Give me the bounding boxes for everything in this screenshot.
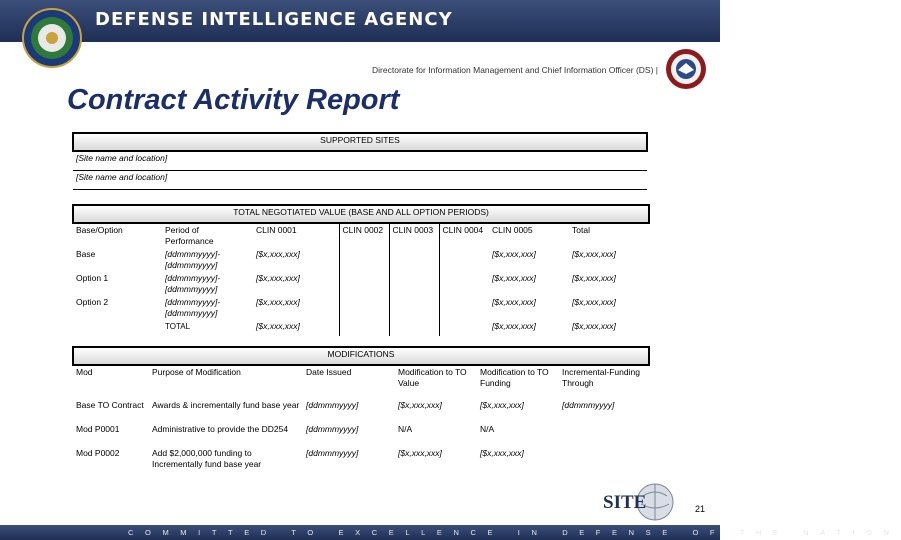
funding-cell: [$x,xxx,xxx] [480,448,524,458]
modifications-header-row [73,365,649,399]
column-header: Base/Option [76,225,123,235]
column-header: Date Issued [306,367,352,377]
period-cell: [ddmmmyyyy]-[ddmmmyyyy] [165,297,221,318]
negotiated-header-row [73,223,649,248]
total-cell: [$x,xxx,xxx] [572,297,616,307]
period-cell: [ddmmmyyyy]-[ddmmmyyyy] [165,273,221,294]
purpose-cell: Awards & incrementally fund base year [152,400,300,410]
supported-sites-table [72,132,648,190]
directorate-label: Directorate for Information Management and Chief Information Officer (DS) | [372,65,658,75]
clin-0001-cell: [$x,xxx,xxx] [256,297,300,307]
table-row [73,248,649,272]
column-header: CLIN 0002 [339,223,389,248]
column-header: Incremental-Funding Through [562,367,640,388]
site-row: [Site name and location] [73,151,647,171]
supported-sites-title: SUPPORTED SITES [73,133,647,151]
negotiated-value-table [72,204,650,336]
value-cell: N/A [398,424,413,434]
page-number: 21 [695,504,706,514]
value-cell: [$x,xxx,xxx] [398,448,442,458]
footer-slogan: COMMITTED TO EXCELLENCE IN DEFENSE OF THE NATION [128,528,901,537]
clin-0005-cell: [$x,xxx,xxx] [492,273,536,283]
page-title: Contract Activity Report [67,84,400,116]
column-header: Mod [76,367,93,377]
column-header: CLIN 0003 [389,223,439,248]
date-cell: [ddmmmyyyy] [306,448,359,458]
column-header: Total [572,225,590,235]
date-cell: [ddmmmyyyy] [306,424,359,434]
agency-name: DEFENSE INTELLIGENCE AGENCY [95,9,453,30]
table-row [73,272,649,296]
negotiated-value-title: TOTAL NEGOTIATED VALUE (BASE AND ALL OPTION PERIODS) [73,205,649,223]
table-row [73,447,649,471]
column-header: CLIN 0001 [256,225,297,235]
clin-0001-cell: [$x,xxx,xxx] [256,273,300,283]
option-name: Option 2 [76,297,109,307]
period-cell: [ddmmmyyyy]-[ddmmmyyyy] [165,249,221,270]
date-cell: [ddmmmyyyy] [306,400,359,410]
total-cell: [$x,xxx,xxx] [572,249,616,259]
column-header: Modification to TO Value [398,367,467,388]
dia-seal-icon [22,8,82,68]
funding-cell: N/A [480,424,495,434]
through-cell: [ddmmmyyyy] [562,400,615,410]
table-row [73,399,649,423]
modifications-title: MODIFICATIONS [73,347,649,365]
through-cell [559,447,649,471]
value-cell: [$x,xxx,xxx] [398,400,442,410]
site-row: [Site name and location] [73,171,647,190]
option-name: Option 1 [76,273,109,283]
column-header: CLIN 0004 [439,223,489,248]
option-name: Base [76,249,96,259]
mod-cell: Base TO Contract [76,400,144,410]
mod-cell: Mod P0002 [76,448,120,458]
total-cell: [$x,xxx,xxx] [572,273,616,283]
clin-0005-cell: [$x,xxx,xxx] [492,297,536,307]
purpose-cell: Add $2,000,000 funding to Incrementally fund base year [152,448,262,469]
through-cell [559,423,649,447]
column-header: Period of Performance [165,225,214,246]
total-label: TOTAL [165,322,191,331]
column-header: CLIN 0005 [492,225,533,235]
clin-0005-cell: [$x,xxx,xxx] [492,249,536,259]
table-row [73,423,649,447]
funding-cell: [$x,xxx,xxx] [480,400,524,410]
site-logo-text: SITE [603,492,647,513]
column-header: Purpose of Modification [152,367,241,377]
mod-cell: Mod P0001 [76,424,120,434]
purpose-cell: Administrative to provide the DD254 [152,424,289,434]
site-globe-logo-icon [603,482,675,524]
clin-0005-total: [$x,xxx,xxx] [492,321,536,331]
eagle-seal-icon [665,48,707,90]
column-header: Modification to TO Funding [480,367,549,388]
clin-0001-cell: [$x,xxx,xxx] [256,249,300,259]
modifications-table [72,346,650,471]
clin-0001-total: [$x,xxx,xxx] [256,321,300,331]
total-row [73,320,649,336]
grand-total: [$x,xxx,xxx] [572,321,616,331]
table-row [73,296,649,320]
